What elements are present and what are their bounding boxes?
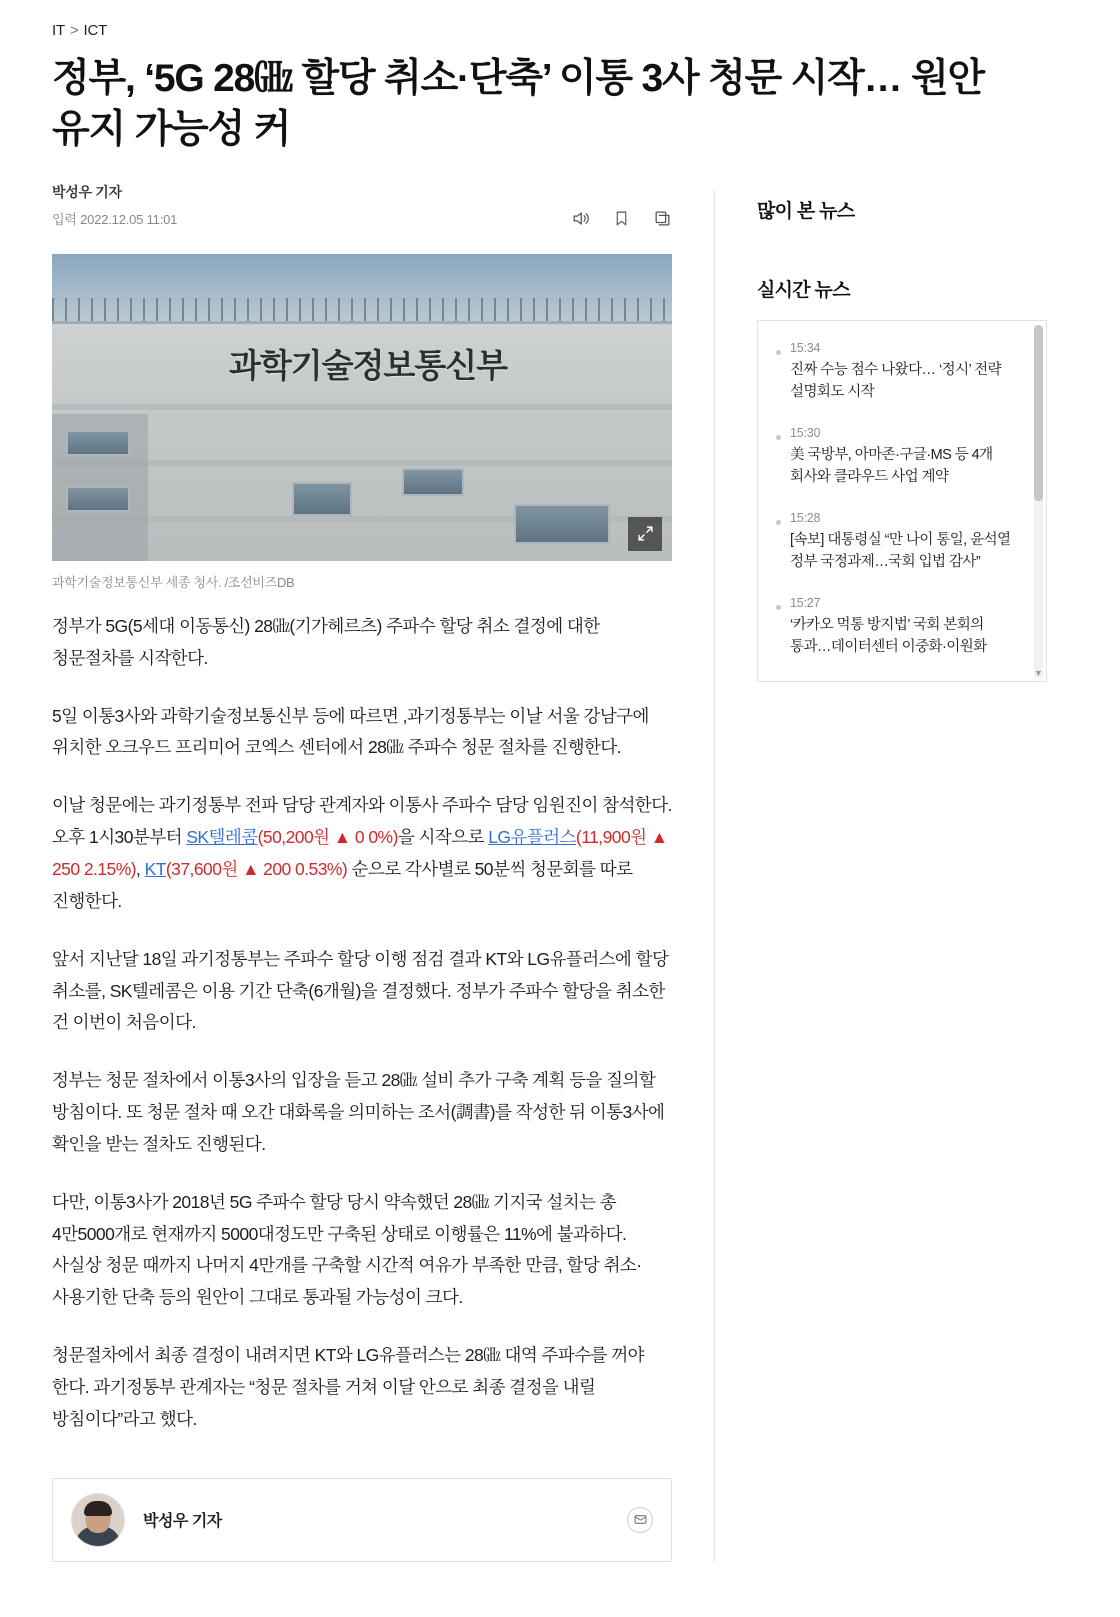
stock-paragraph-lead: 이날 청문에는 과기정통부 전파 담당 관계자와 이통사 주파수 담당 임원진이 참석한다. 오후 1시30분부터 [52,795,672,848]
article-body [52,591,672,1436]
paragraph-with-stocks [52,790,672,917]
most-viewed-title: 많이 본 뉴스 [757,200,855,222]
list-item[interactable] [776,511,1024,574]
stock-value-lg: (11,900원 ▲ 250 2.15%) [52,827,668,879]
paragraph: 다만, 이통3사가 2018년 5G 주파수 할당 당시 약속했던 28㎓ 기지국 설치는 총 4만5000개로 현재까지 5000대정도만 구축된 상태로 이행률은 11%에 불과하다. 사실상 청문 때까지 나머지 4만개를 구축할 시간적 여유가 부족한 만큼, 할당 취소·사용기한 단축 등의 원안이 그대로 통과될 가능성이 크다. [52,1191,642,1308]
news-headline[interactable]: [속보] 대통령실 “만 나이 통일, 윤석열 정부 국정과제…국회 입법 감사” [790,531,1011,571]
stock-value-kt: (37,600원 ▲ 200 0.53%) [165,859,348,879]
stock-link-lg[interactable]: LG유플러스 [488,827,576,848]
stock-value-sk: (50,200원 ▲ 0 0%) [257,827,398,848]
bookmark-icon[interactable] [612,209,631,228]
breadcrumb-item-ict[interactable]: ICT [83,22,108,39]
paragraph: 정부가 5G(5세대 이동통신) 28㎓(기가헤르츠) 주파수 할당 취소 결정에 대한 청문절차를 시작한다. [52,615,600,668]
article-tools [571,209,672,228]
photo-sign-text: 과학기술정보통신부 [229,347,507,385]
breadcrumb [52,22,1068,39]
stock-quote-kt [145,859,348,879]
photo-window [66,430,130,456]
article-photo [52,254,672,561]
news-headline[interactable]: 美 국방부, 아마존·구글·MS 등 4개 회사와 클라우드 사업 계약 [790,446,993,486]
photo-window [292,482,352,516]
list-item[interactable] [776,426,1024,489]
scrollbar-thumb[interactable] [1034,325,1043,501]
news-time: 15:28 [790,510,821,525]
page-title: 정부, ‘5G 28㎓ 할당 취소·단축’ 이통 3사 청문 시작… 원안 유지 가능성 커 [52,57,985,152]
photo-window [514,504,610,544]
byline-reporter: 박성우 기자 [52,183,122,200]
news-time: 15:34 [790,340,821,355]
bullet-icon [776,605,781,610]
bullet-icon [776,435,781,440]
photo-railing [52,298,672,326]
stock-paragraph-tail: 순으로 각사별로 50분씩 청문회를 따로 진행한다. [52,859,633,911]
photo-window [66,486,130,512]
news-time: 15:27 [790,595,821,610]
published-date: 입력 2022.12.05 11:01 [52,211,178,227]
news-headline[interactable]: ‘카카오 먹통 방지법’ 국회 본회의 통과…데이터센터 이중화·이원화 [790,616,987,656]
bullet-icon [776,350,781,355]
figure-caption: 과학기술정보통신부 세종 청사. /조선비즈DB [52,574,295,590]
column-divider [714,190,715,1562]
news-time: 15:30 [790,425,821,440]
realtime-news-title: 실시간 뉴스 [757,279,850,301]
paragraph: 청문절차에서 최종 결정이 내려지면 KT와 LG유플러스는 28㎓ 대역 주파수를 꺼야 한다. 과기정통부 관계자는 “청문 절차를 거쳐 이달 안으로 최종 결정을 내릴 방침이다”라고 했다. [52,1345,644,1429]
breadcrumb-separator: > [69,22,79,39]
stock-mid-2: , [136,859,145,879]
bullet-icon [776,520,781,525]
list-item[interactable] [776,341,1024,404]
stock-link-kt[interactable]: KT [144,859,166,879]
lead-figure [52,254,672,591]
content-columns [52,182,1068,1562]
avatar [71,1493,125,1547]
chevron-down-icon[interactable]: ▼ [1034,668,1043,679]
stock-link-sk[interactable]: SK텔레콤 [186,827,258,848]
copy-icon[interactable] [653,209,672,228]
main-column [52,182,672,1562]
realtime-news-box [757,320,1047,682]
expand-icon[interactable] [628,517,662,551]
paragraph: 정부는 청문 절차에서 이통3사의 입장을 듣고 28㎓ 설비 추가 구축 계획 등을 질의할 방침이다. 또 청문 절차 때 오간 대화록을 의미하는 조서(調書)를 작성한 뒤 이통3사에 확인을 받는 절차도 진행된다. [52,1070,665,1154]
mail-icon[interactable] [627,1507,653,1533]
reporter-card[interactable] [52,1478,672,1562]
scrollbar[interactable] [1034,325,1043,679]
paragraph: 5일 이통3사와 과학기술정보통신부 등에 따르면 ,과기정통부는 이날 서울 강남구에 위치한 오크우드 프리미어 코엑스 센터에서 28㎓ 주파수 청문 절차를 진행한다. [52,705,649,758]
meta-row [52,209,672,240]
list-item[interactable] [776,596,1024,659]
stock-mid-1: 을 시작으로 [397,827,489,848]
photo-band-1 [52,404,672,410]
realtime-news-list [758,321,1046,659]
news-headline[interactable]: 진짜 수능 점수 나왔다… ‘정시’ 전략 설명회도 시작 [790,361,1002,401]
stock-quote-sk [186,827,398,847]
sidebar [757,182,1047,682]
photo-window [402,468,464,496]
speaker-icon[interactable] [571,209,590,228]
reporter-name: 박성우 기자 [143,1513,222,1531]
breadcrumb-item-it[interactable]: IT [52,22,65,39]
paragraph: 앞서 지난달 18일 과기정통부는 주파수 할당 이행 점검 결과 KT와 LG유플러스에 할당 취소를, SK텔레콤은 이용 기간 단축(6개월)을 결정했다. 정부가 주파수 할당을 취소한 건 이번이 처음이다. [52,948,669,1033]
